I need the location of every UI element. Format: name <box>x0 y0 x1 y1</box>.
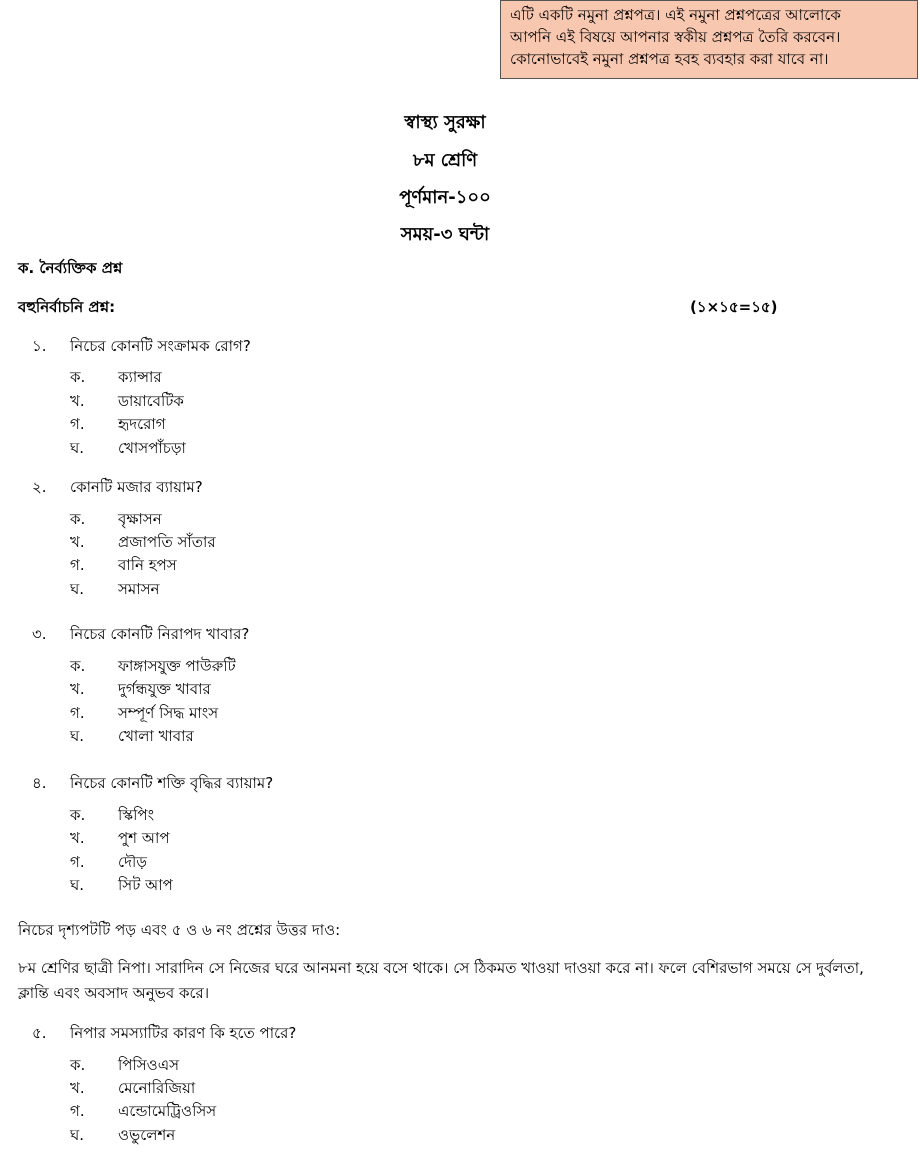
question-text: নিচের কোনটি সংক্রামক রোগ? <box>70 337 251 355</box>
option-label: ঘ. <box>70 439 85 457</box>
option-label: গ. <box>70 1102 85 1120</box>
scenario-instruction: নিচের দৃশ্যপটটি পড় এবং ৫ ও ৬ নং প্রশ্নের উত্তর দাও: <box>18 921 341 939</box>
class-title: ৮ম শ্রেণি <box>412 150 478 171</box>
exam-time: সময়-৩ ঘন্টা <box>400 224 490 245</box>
option-label: খ. <box>70 829 85 847</box>
option-label: গ. <box>70 704 85 722</box>
sample-notice-box <box>500 0 918 79</box>
option-label: গ. <box>70 556 85 574</box>
option-text: সিট আপ <box>118 876 173 894</box>
option-label: ক. <box>70 806 86 824</box>
option-label: ক. <box>70 368 86 386</box>
question-number: ১. <box>32 337 47 355</box>
option-text: প্রজাপতি সাঁতার <box>118 533 216 551</box>
option-text: হৃদরোগ <box>118 415 166 433</box>
question-number: ২. <box>32 478 47 496</box>
full-marks: পূর্ণমান-১০০ <box>399 187 491 208</box>
notice-line: এটি একটি নমুনা প্রশ্নপত্র। এই নমুনা প্রশ্নপত্রের আলোকে <box>510 6 841 24</box>
option-text: খোসপাঁচড়া <box>118 439 186 457</box>
subject-title: স্বাস্থ্য সুরক্ষা <box>404 112 486 133</box>
option-label: খ. <box>70 1079 85 1097</box>
question-number: ৫. <box>32 1024 47 1042</box>
notice-line: আপনি এই বিষয়ে আপনার স্বকীয় প্রশ্নপত্র তৈরি করবেন। <box>510 28 841 46</box>
option-label: ঘ. <box>70 1126 85 1144</box>
option-text: এন্ডোমেট্রিওসিস <box>118 1102 217 1120</box>
option-label: ঘ. <box>70 580 85 598</box>
mcq-heading: বহুনির্বাচনি প্রশ্ন: <box>18 298 116 316</box>
question-number: ৪. <box>32 774 47 792</box>
option-text: দৌড় <box>118 853 147 871</box>
option-label: ক. <box>70 657 86 675</box>
option-text: মেনোরিজিয়া <box>118 1079 196 1097</box>
option-label: গ. <box>70 853 85 871</box>
question-text: কোনটি মজার ব্যায়াম? <box>70 478 203 496</box>
option-text: সমাসন <box>118 580 160 598</box>
marks-distribution: (১×১৫=১৫) <box>690 298 778 316</box>
option-text: পিসিওএস <box>118 1056 180 1074</box>
option-label: ক. <box>70 1056 86 1074</box>
option-text: ফাঙ্গাসযুক্ত পাউরুটি <box>118 657 236 675</box>
option-text: পুশ আপ <box>118 829 170 847</box>
option-text: বানি হপস <box>118 556 177 574</box>
option-text: সম্পূর্ণ সিদ্ধ মাংস <box>118 704 219 722</box>
option-label: গ. <box>70 415 85 433</box>
option-label: খ. <box>70 392 85 410</box>
scenario-paragraph: ৮ম শ্রেণির ছাত্রী নিপা। সারাদিন সে নিজের ঘরে আনমনা হয়ে বসে থাকে। সে ঠিকমত খাওয়া দাওয়া করে না। ফলে বেশিরভাগ সময়ে সে দুর্বলতা, ক্লান্তি এবং অবসাদ অনুভব করে। <box>18 959 864 1002</box>
option-text: খোলা খাবার <box>118 727 194 745</box>
option-text: স্কিপিং <box>118 806 155 824</box>
option-text: ডায়াবেটিক <box>118 392 184 410</box>
question-number: ৩. <box>32 625 47 643</box>
question-text: নিচের কোনটি শক্তি বৃদ্ধির ব্যায়াম? <box>70 774 274 792</box>
question-text: নিচের কোনটি নিরাপদ খাবার? <box>70 625 250 643</box>
option-text: বৃক্ষাসন <box>118 510 162 528</box>
notice-line: কোনোভাবেই নমুনা প্রশ্নপত্র হবহ ব্যবহার করা যাবে না। <box>510 50 829 68</box>
option-text: ক্যান্সার <box>118 368 162 386</box>
question-text: নিপার সমস্যাটির কারণ কি হতে পারে? <box>70 1024 297 1042</box>
option-label: খ. <box>70 533 85 551</box>
option-label: ঘ. <box>70 876 85 894</box>
option-text: ওভুলেশন <box>118 1126 176 1144</box>
option-text: দুর্গন্ধযুক্ত খাবার <box>118 680 211 698</box>
section-title: ক. নৈর্ব্যক্তিক প্রশ্ন <box>18 259 123 277</box>
option-label: খ. <box>70 680 85 698</box>
option-label: ঘ. <box>70 727 85 745</box>
option-label: ক. <box>70 510 86 528</box>
